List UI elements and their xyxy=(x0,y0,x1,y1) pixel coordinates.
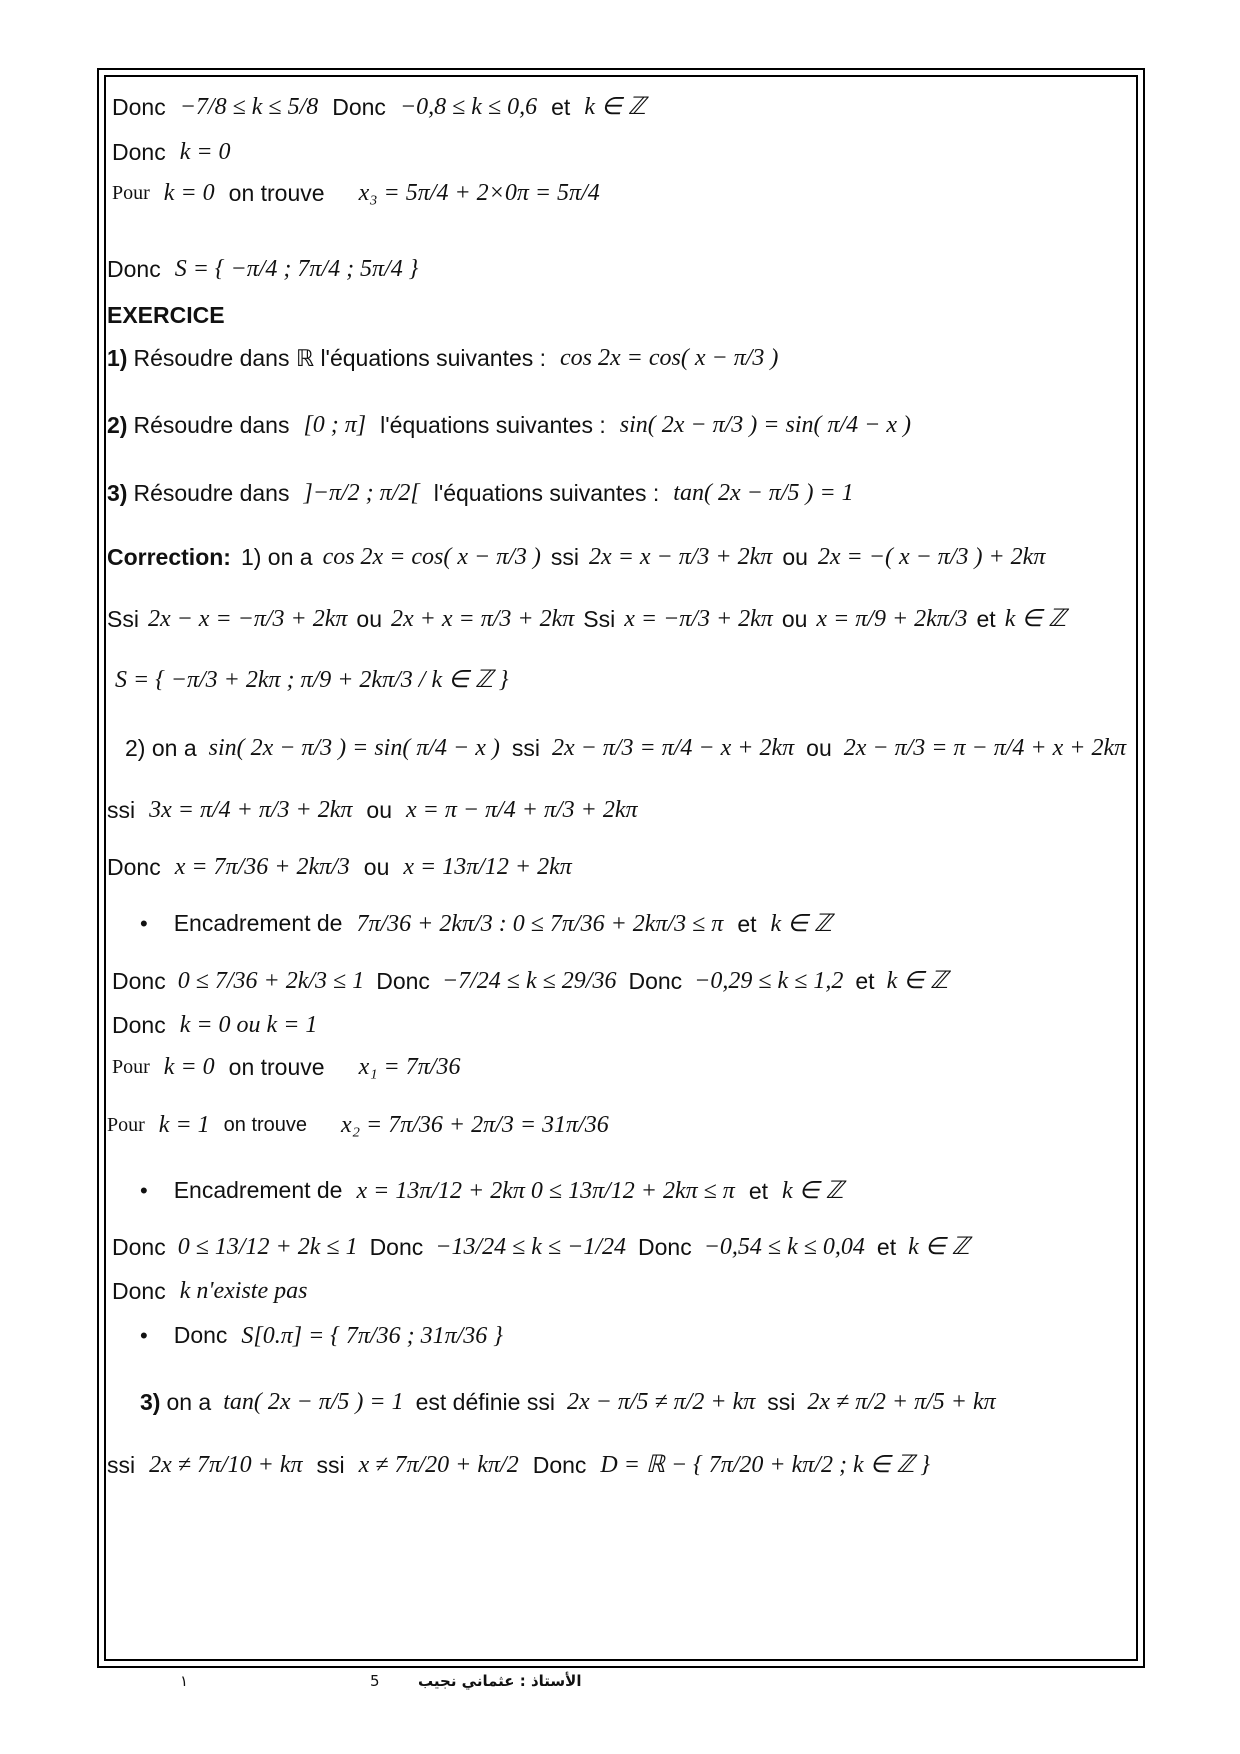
math2: −0,8 ≤ k ≤ 0,6 xyxy=(399,94,538,120)
math: sin( 2x − π/3 ) = sin( π/4 − x ) xyxy=(208,735,500,761)
page-number: 5 xyxy=(370,1672,380,1690)
line-2 xyxy=(112,137,231,167)
line-7 xyxy=(107,410,911,440)
footer-left-mark: ١ xyxy=(180,1672,189,1690)
label: Donc xyxy=(107,256,161,282)
line-12 xyxy=(125,733,1126,763)
line-17 xyxy=(112,1010,317,1040)
math: S = { −π/4 ; 7π/4 ; 5π/4 } xyxy=(174,256,419,282)
label: • Encadrement de xyxy=(140,908,342,939)
num: 3) xyxy=(140,1389,161,1415)
math: 7π/36 + 2kπ/3 : 0 ≤ 7π/36 + 2kπ/3 ≤ π xyxy=(356,910,724,937)
math: cos 2x = cos( x − π/3 ) xyxy=(560,345,779,371)
line-10 xyxy=(107,604,1066,634)
label2: Donc xyxy=(376,968,430,994)
math: cos 2x = cos( x − π/3 ) xyxy=(322,544,541,570)
line-11 xyxy=(115,665,508,695)
math: 0 ≤ 7/36 + 2k/3 ≤ 1 xyxy=(177,968,365,994)
label2: on trouve xyxy=(228,1054,325,1080)
math2: k ∈ ℤ xyxy=(770,910,832,937)
math2: x₁ = 7π/36 xyxy=(358,1054,461,1080)
line-16 xyxy=(112,966,948,996)
math: k = 1 xyxy=(158,1112,210,1138)
math2: sin( 2x − π/3 ) = sin( π/4 − x ) xyxy=(619,412,912,438)
line-20 xyxy=(140,1175,843,1206)
label2: on trouve xyxy=(228,180,325,206)
line-22 xyxy=(112,1276,307,1306)
line-15 xyxy=(140,908,832,939)
math: ]−π/2 ; π/2[ xyxy=(303,480,420,506)
math: 2x − x = −π/3 + 2kπ xyxy=(147,606,348,632)
label3: Donc xyxy=(638,1234,692,1260)
line-9 xyxy=(107,542,1045,572)
label: ssi xyxy=(107,1452,136,1478)
math2: x = 13π/12 + 2kπ xyxy=(403,854,572,880)
math2: 2x + x = π/3 + 2kπ xyxy=(391,606,575,632)
math: k = 0 xyxy=(179,139,231,165)
math: tan( 2x − π/5 ) = 1 xyxy=(223,1389,404,1415)
label: ssi xyxy=(107,797,136,823)
label: Donc xyxy=(112,1012,166,1038)
label: Résoudre dans xyxy=(133,412,290,438)
label4: et xyxy=(855,968,875,994)
label3: Ssi xyxy=(583,606,616,632)
label: Pour xyxy=(112,182,150,204)
math2: k ∈ ℤ xyxy=(782,1177,844,1204)
math4: k ∈ ℤ xyxy=(886,968,948,994)
line-24 xyxy=(140,1387,996,1417)
math3: 2x ≠ π/2 + π/5 + kπ xyxy=(807,1389,996,1415)
label2: l'équations suivantes : xyxy=(380,412,606,438)
num: 1) xyxy=(107,345,128,371)
line-23 xyxy=(140,1320,503,1351)
math2: 2x − π/5 ≠ π/2 + kπ xyxy=(566,1389,756,1415)
exercise-heading: EXERCICE xyxy=(107,302,225,328)
line-25 xyxy=(107,1450,930,1480)
label: Résoudre dans ℝ l'équations suivantes : xyxy=(133,345,547,371)
label: on a xyxy=(166,1389,212,1415)
math3: −0,29 ≤ k ≤ 1,2 xyxy=(694,968,844,994)
label2: ssi xyxy=(550,544,580,570)
label: 2) on a xyxy=(125,735,197,761)
label: Donc xyxy=(112,139,166,165)
label: Pour xyxy=(112,1056,150,1078)
correction-heading: Correction: xyxy=(107,544,231,570)
line-5 xyxy=(107,300,225,330)
label: Donc xyxy=(112,94,166,120)
label: Pour xyxy=(107,1114,145,1136)
label3: ou xyxy=(806,735,832,761)
num: 2) xyxy=(107,412,128,438)
math: 2x ≠ 7π/10 + kπ xyxy=(149,1452,303,1478)
label2: Donc xyxy=(369,1234,424,1260)
math3: 2x − π/3 = π − π/4 + x + 2kπ xyxy=(843,735,1127,761)
math: k = 0 ou k = 1 xyxy=(179,1012,318,1038)
label3: Donc xyxy=(628,968,683,994)
line-6 xyxy=(107,343,778,373)
label2: l'équations suivantes : xyxy=(433,480,660,506)
label2: on trouve xyxy=(223,1114,308,1136)
line-19 xyxy=(107,1110,609,1140)
label4: ou xyxy=(781,606,808,632)
label: Donc xyxy=(112,1234,166,1260)
math: x = 13π/12 + 2kπ 0 ≤ 13π/12 + 2kπ ≤ π xyxy=(356,1177,735,1204)
math2: −7/24 ≤ k ≤ 29/36 xyxy=(441,968,617,994)
math: k = 0 xyxy=(163,180,215,206)
line-4 xyxy=(107,254,418,284)
math4: k ∈ ℤ xyxy=(908,1234,970,1260)
label2: ssi xyxy=(511,735,540,761)
math: k n'existe pas xyxy=(179,1278,308,1304)
line-1 xyxy=(112,92,646,122)
label3: et xyxy=(551,94,571,120)
label: • Encadrement de xyxy=(140,1175,342,1206)
label: 1) on a xyxy=(240,544,313,570)
math2: tan( 2x − π/5 ) = 1 xyxy=(673,480,854,506)
label: Résoudre dans xyxy=(133,480,290,506)
math2: 2x − π/3 = π/4 − x + 2kπ xyxy=(552,735,795,761)
label2: ou xyxy=(363,854,390,880)
math2: −13/24 ≤ k ≤ −1/24 xyxy=(435,1234,626,1260)
label: Ssi xyxy=(107,606,139,632)
math5: k ∈ ℤ xyxy=(1004,606,1067,632)
math3: D = ℝ − { 7π/20 + kπ/2 ; k ∈ ℤ } xyxy=(600,1452,930,1478)
math: S = { −π/3 + 2kπ ; π/9 + 2kπ/3 / k ∈ ℤ } xyxy=(115,667,509,693)
label2: Donc xyxy=(332,94,386,120)
math: 3x = π/4 + π/3 + 2kπ xyxy=(149,797,353,823)
label: Donc xyxy=(112,1278,166,1304)
label2: et xyxy=(737,910,757,937)
label: Donc xyxy=(107,854,161,880)
label2: et xyxy=(748,1177,769,1204)
line-3 xyxy=(112,178,600,208)
math3: k ∈ ℤ xyxy=(584,94,646,120)
math2: x₂ = 7π/36 + 2π/3 = 31π/36 xyxy=(341,1112,609,1138)
math: [0 ; π] xyxy=(303,412,367,438)
math3: −0,54 ≤ k ≤ 0,04 xyxy=(703,1234,865,1260)
math2: 2x = x − π/3 + 2kπ xyxy=(589,544,773,570)
label3: ou xyxy=(782,544,808,570)
math: S[0.π] = { 7π/36 ; 31π/36 } xyxy=(241,1322,503,1349)
line-8 xyxy=(107,478,854,508)
math2: x ≠ 7π/20 + kπ/2 xyxy=(358,1452,519,1478)
math2: x = π − π/4 + π/3 + 2kπ xyxy=(406,797,638,823)
math4: x = π/9 + 2kπ/3 xyxy=(816,606,968,632)
line-14 xyxy=(107,852,572,882)
math: −7/8 ≤ k ≤ 5/8 xyxy=(179,94,319,120)
num: 3) xyxy=(107,480,128,506)
label: • Donc xyxy=(140,1320,227,1351)
label2: ssi xyxy=(316,1452,345,1478)
math: k = 0 xyxy=(163,1054,215,1080)
line-13 xyxy=(107,795,638,825)
math: x = 7π/36 + 2kπ/3 xyxy=(174,854,350,880)
label5: et xyxy=(976,606,996,632)
label2: ou xyxy=(366,797,393,823)
math2: x₃ = 5π/4 + 2×0π = 5π/4 xyxy=(358,180,600,206)
math3: 2x = −( x − π/3 ) + 2kπ xyxy=(817,544,1046,570)
line-21 xyxy=(112,1232,970,1262)
label2: ou xyxy=(356,606,382,632)
label4: et xyxy=(876,1234,897,1260)
math3: x = −π/3 + 2kπ xyxy=(624,606,773,632)
math: 0 ≤ 13/12 + 2k ≤ 1 xyxy=(177,1234,358,1260)
footer-author: الأستاذ : عثماني نجيب xyxy=(418,1672,582,1690)
label2: est définie ssi xyxy=(415,1389,555,1415)
line-18 xyxy=(112,1052,460,1082)
label: Donc xyxy=(112,968,166,994)
label3: Donc xyxy=(532,1452,587,1478)
label3: ssi xyxy=(767,1389,796,1415)
